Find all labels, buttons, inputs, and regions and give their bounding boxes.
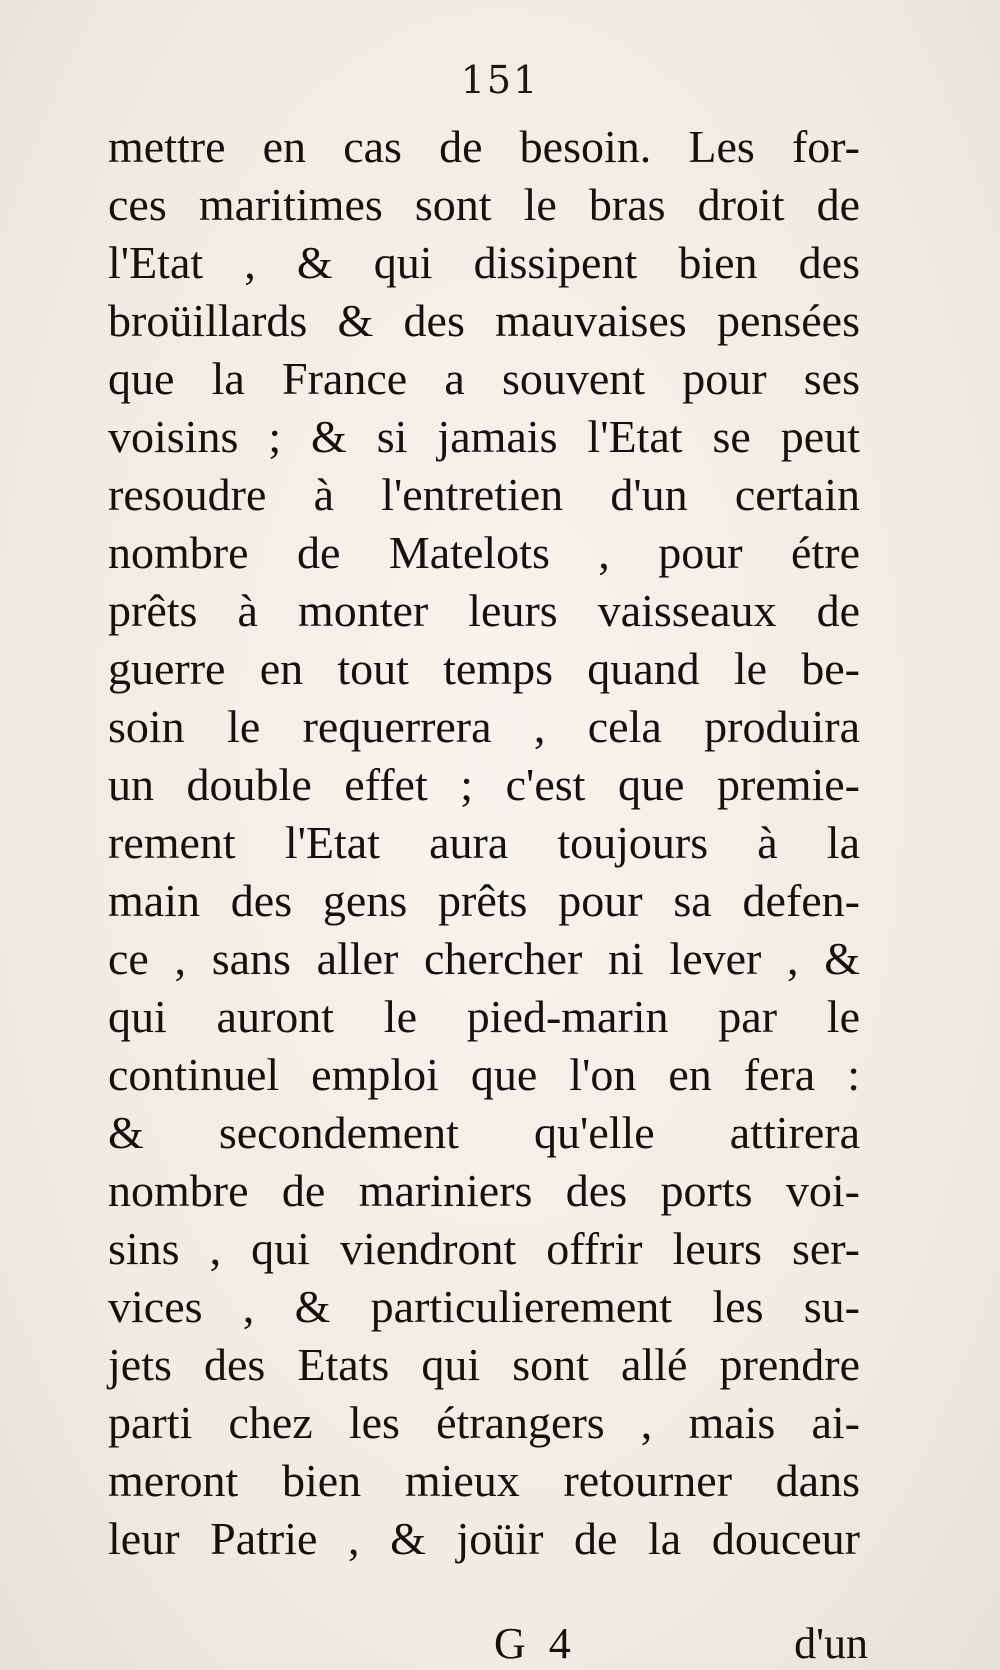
text-line: sins , qui viendront offrir leurs ser- [108,1223,860,1274]
body-text [108,118,860,1568]
text-line: rement l'Etat aura toujours à la [108,817,860,868]
text-line: jets des Etats qui sont allé prendre [108,1339,860,1390]
text-line: main des gens prêts pour sa defen- [108,875,860,926]
text-line: meront bien mieux retourner dans [108,1455,860,1506]
text-line: & secondement qu'elle attirera [108,1107,860,1158]
text-line: voisins ; & si jamais l'Etat se peut [108,411,860,462]
text-line: parti chez les étrangers , mais ai- [108,1397,860,1448]
text-line: un double effet ; c'est que premie- [108,759,860,810]
text-line: guerre en tout temps quand le be- [108,643,860,694]
text-line: soin le requerrera , cela produira [108,701,860,752]
text-line: continuel emploi que l'on en fera : [108,1049,860,1100]
page-footer [0,1618,1000,1668]
text-line: mettre en cas de besoin. Les for- [108,121,860,172]
signature-mark: G 4 [494,1619,577,1668]
text-line: vices , & particulierement les su- [108,1281,860,1332]
text-line: resoudre à l'entretien d'un certain [108,469,860,520]
text-line: ces maritimes sont le bras droit de [108,179,860,230]
text-line: ce , sans aller chercher ni lever , & [108,933,860,984]
text-line: l'Etat , & qui dissipent bien des [108,237,860,288]
text-line: prêts à monter leurs vaisseaux de [108,585,860,636]
text-line: leur Patrie , & joüir de la douceur [108,1513,860,1564]
text-line: nombre de Matelots , pour étre [108,527,860,578]
text-line: nombre de mariniers des ports voi- [108,1165,860,1216]
text-line: qui auront le pied-marin par le [108,991,860,1042]
catchword: d'un [794,1619,868,1668]
text-line: broüillards & des mauvaises pensées [108,295,860,346]
page-number: 151 [460,58,540,102]
text-line: que la France a souvent pour ses [108,353,860,404]
